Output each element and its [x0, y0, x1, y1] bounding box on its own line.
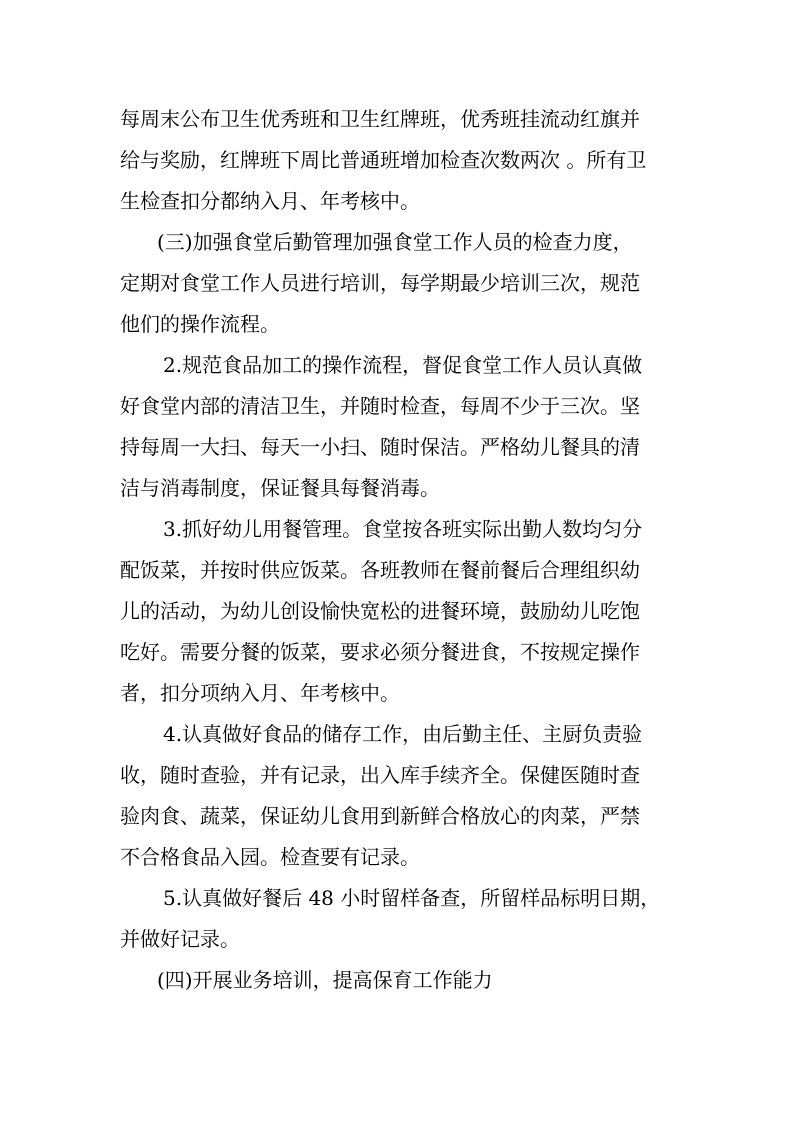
text-line: 每周末公布卫生优秀班和卫生红牌班，优秀班挂流动红旗并: [120, 107, 640, 131]
text-line: 给与奖励，红牌班下周比普通班增加检查次数两次 。所有卫: [120, 148, 647, 172]
text-line: 定期对食堂工作人员进行培训，每学期最少培训三次，规范: [120, 271, 640, 295]
text-line: 并做好记录。: [120, 927, 240, 951]
text-line: 收，随时查验，并有记录，出入库手续齐全。保健医随时查: [120, 763, 640, 787]
section-heading: (三)加强食堂后勤管理加强食堂工作人员的检查力度，: [157, 230, 633, 254]
text-line: 他们的操作流程。: [120, 312, 280, 336]
text-line: 吃好。需要分餐的饭菜，要求必须分餐进食，不按规定操作: [120, 640, 640, 664]
section-heading: (四)开展业务培训，提高保育工作能力: [157, 968, 493, 992]
text-line: 洁与消毒制度，保证餐具每餐消毒。: [120, 476, 440, 500]
text-line: 不合格食品入园。检查要有记录。: [120, 845, 420, 869]
list-item-5: 5.认真做好餐后 48 小时留样备查，所留样品标明日期，: [163, 886, 661, 910]
list-item-4: 4.认真做好食品的储存工作，由后勤主任、主厨负责验: [163, 722, 643, 746]
text-line: 配饭菜，并按时供应饭菜。各班教师在餐前餐后合理组织幼: [120, 558, 640, 582]
text-line: 者，扣分项纳入月、年考核中。: [120, 681, 400, 705]
list-item-3: 3.抓好幼儿用餐管理。食堂按各班实际出勤人数均匀分: [163, 517, 643, 541]
text-line: 好食堂内部的清洁卫生，并随时检查，每周不少于三次。坚: [120, 394, 640, 418]
text-line: 验肉食、蔬菜，保证幼儿食用到新鲜合格放心的肉菜，严禁: [120, 804, 640, 828]
text-line: 生检查扣分都纳入月、年考核中。: [120, 189, 420, 213]
list-item-2: 2.规范食品加工的操作流程，督促食堂工作人员认真做: [163, 353, 643, 377]
text-line: 持每周一大扫、每天一小扫、随时保洁。严格幼儿餐具的清: [120, 435, 640, 459]
text-line: 儿的活动，为幼儿创设愉快宽松的进餐环境，鼓励幼儿吃饱: [120, 599, 640, 623]
